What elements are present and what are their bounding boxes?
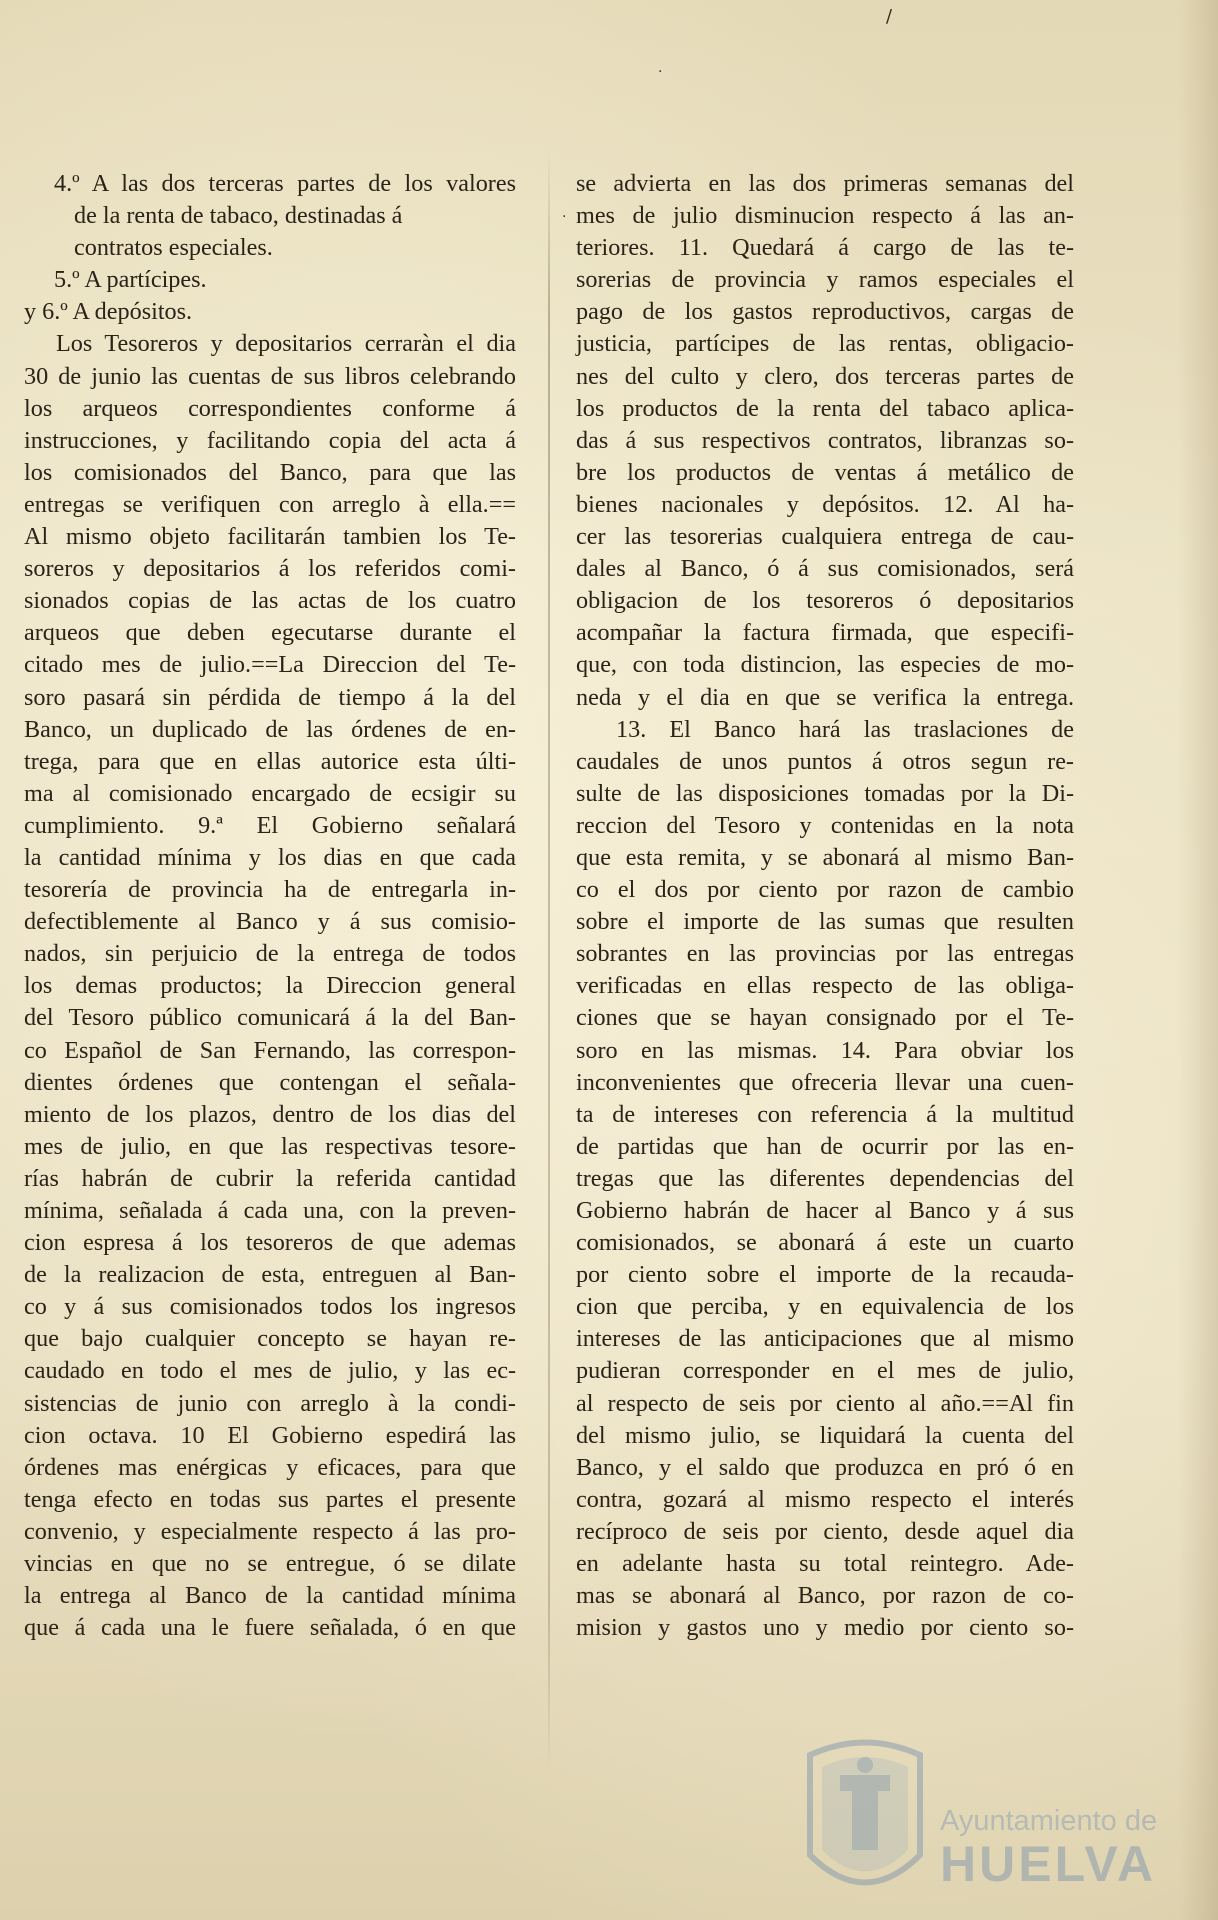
text-line: se advierta en las dos primeras semanas del bbox=[576, 170, 1074, 197]
text-line: los demas productos; la Direccion general bbox=[24, 972, 516, 1000]
text-line: ciones que se hayan consignado por el Te- bbox=[576, 1004, 1074, 1032]
text-line: ta de intereses con referencia á la multitud bbox=[576, 1100, 1074, 1128]
text-line: 30 de junio las cuentas de sus libros celebrando bbox=[24, 362, 516, 390]
text-line: intereses de las anticipaciones que al mismo bbox=[576, 1325, 1074, 1353]
text-line: Al mismo objeto facilitarán tambien los Te- bbox=[24, 523, 516, 551]
text-line: de la renta de tabaco, destinadas á bbox=[74, 202, 403, 230]
text-line: tenga efecto en todas sus partes el presente bbox=[24, 1485, 516, 1513]
watermark-line2: HUELVA bbox=[940, 1836, 1157, 1892]
text-line: bre los productos de ventas á metálico de bbox=[576, 458, 1074, 486]
text-line: convenio, y especialmente respecto á las pro- bbox=[24, 1517, 516, 1545]
text-line: que á cada una le fuere señalada, ó en que bbox=[24, 1614, 516, 1642]
text-line: teriores. 11. Quedará á cargo de las te- bbox=[576, 234, 1074, 262]
text-line: pudieran corresponder en el mes de julio, bbox=[576, 1357, 1074, 1385]
text-line: vincias en que no se entregue, ó se dilate bbox=[24, 1550, 516, 1578]
text-line: los productos de la renta del tabaco aplica- bbox=[576, 394, 1074, 422]
text-line: cion espresa á los tesoreros de que ademas bbox=[24, 1229, 516, 1257]
text-line: por ciento sobre el importe de la recauda- bbox=[576, 1261, 1074, 1289]
text-line: tregas que las diferentes dependencias del bbox=[576, 1164, 1074, 1192]
text-line: miento de los plazos, dentro de los dias del bbox=[24, 1100, 516, 1128]
text-line: inconvenientes que ofreceria llevar una cuen- bbox=[576, 1068, 1074, 1096]
text-line: entregas se verifiquen con arreglo à ella.== bbox=[24, 490, 516, 518]
text-line: das á sus respectivos contratos, libranzas so- bbox=[576, 426, 1074, 454]
watermark-line1: Ayuntamiento de bbox=[940, 1805, 1158, 1837]
huelva-seal-icon bbox=[800, 1735, 930, 1905]
text-line: 4.º A las dos terceras partes de los valores bbox=[54, 170, 516, 197]
text-line: obligacion de los tesoreros ó depositarios bbox=[576, 587, 1074, 615]
left-column bbox=[24, 168, 516, 1644]
text-line: Los Tesoreros y depositarios cerraràn el dia bbox=[56, 330, 516, 358]
text-line: ma al comisionado encargado de ecsigir su bbox=[24, 779, 516, 807]
text-line: mínima, señalada á cada una, con la preven- bbox=[24, 1197, 516, 1224]
text-line: mes de julio, en que las respectivas tesore- bbox=[24, 1132, 516, 1160]
text-line: justicia, partícipes de las rentas, obligacio- bbox=[576, 330, 1074, 358]
text-line: del mismo julio, se liquidará la cuenta del bbox=[576, 1421, 1074, 1449]
text-line: rías habrán de cubrir la referida cantidad bbox=[24, 1164, 516, 1192]
text-line: recíproco de seis por ciento, desde aquel dia bbox=[576, 1517, 1074, 1545]
text-line: mes de julio disminucion respecto á las an- bbox=[576, 202, 1074, 230]
text-line: 5.º A partícipes. bbox=[54, 266, 207, 294]
text-line: mas se abonará al Banco, por razon de co- bbox=[576, 1582, 1074, 1610]
text-line: contratos especiales. bbox=[74, 234, 273, 262]
text-line: Banco, y el saldo que produzca en pró ó en bbox=[576, 1453, 1074, 1481]
text-line: co Español de San Fernando, las correspon- bbox=[24, 1036, 516, 1064]
text-line: caudado en todo el mes de julio, y las ec- bbox=[24, 1357, 516, 1385]
text-line: Gobierno habrán de hacer al Banco y á sus bbox=[576, 1197, 1074, 1224]
text-line: y 6.º A depósitos. bbox=[24, 298, 193, 326]
text-line: sorerias de provincia y ramos especiales el bbox=[576, 266, 1074, 294]
text-line: que esta remita, y se abonará al mismo Ban- bbox=[576, 843, 1074, 871]
text-line: neda y el dia en que se verifica la entrega. bbox=[576, 683, 1074, 711]
text-line: dales al Banco, ó á sus comisionados, será bbox=[576, 555, 1074, 583]
text-line: soro en las mismas. 14. Para obviar los bbox=[576, 1036, 1074, 1064]
text-line: órdenes mas enérgicas y eficaces, para que bbox=[24, 1453, 516, 1481]
text-line: cer las tesorerias cualquiera entrega de cau- bbox=[576, 523, 1074, 551]
text-line: contra, gozará al mismo respecto el interés bbox=[576, 1485, 1074, 1513]
text-line: acompañar la factura firmada, que especifi- bbox=[576, 619, 1074, 647]
text-line: bienes nacionales y depósitos. 12. Al ha- bbox=[576, 490, 1074, 518]
text-line: caudales de unos puntos á otros segun re- bbox=[576, 747, 1074, 775]
text-line: citado mes de julio.==La Direccion del Te- bbox=[24, 651, 516, 679]
text-line: co y á sus comisionados todos los ingresos bbox=[24, 1293, 516, 1321]
text-line: los arqueos correspondientes conforme á bbox=[24, 394, 516, 422]
text-line: en adelante hasta su total reintegro. Ade- bbox=[576, 1550, 1074, 1578]
text-line: soro pasará sin pérdida de tiempo á la del bbox=[24, 683, 516, 711]
text-line: de partidas que han de ocurrir por las en- bbox=[576, 1132, 1074, 1160]
text-line: tesorería de provincia ha de entregarla in- bbox=[24, 876, 516, 904]
text-line: la cantidad mínima y los dias en que cada bbox=[24, 843, 516, 871]
text-line: reccion del Tesoro y contenidas en la nota bbox=[576, 811, 1074, 839]
text-line: nes del culto y clero, dos terceras partes de bbox=[576, 362, 1074, 390]
ink-speck: . bbox=[562, 205, 567, 221]
text-line: 13. El Banco hará las traslaciones de bbox=[616, 715, 1074, 743]
text-line: al respecto de seis por ciento al año.==Al fin bbox=[576, 1389, 1074, 1417]
text-line: de la realizacion de esta, entreguen al Ban- bbox=[24, 1261, 516, 1289]
text-line: arqueos que deben egecutarse durante el bbox=[24, 619, 516, 647]
text-line: los comisionados del Banco, para que las bbox=[24, 458, 516, 486]
text-line: que, con toda distincion, las especies de mo- bbox=[576, 651, 1074, 679]
ayuntamiento-huelva-watermark bbox=[800, 1735, 1200, 1905]
text-line: del Tesoro público comunicará á la del Ban- bbox=[24, 1004, 516, 1032]
text-line: nados, sin perjuicio de la entrega de todos bbox=[24, 940, 516, 968]
text-line: sobrantes en las provincias por las entregas bbox=[576, 940, 1074, 968]
text-line: defectiblemente al Banco y á sus comisio- bbox=[24, 908, 516, 936]
text-line: sulte de las disposiciones tomadas por la Di- bbox=[576, 779, 1074, 807]
ink-speck: / bbox=[886, 6, 893, 27]
text-line: mision y gastos uno y medio por ciento so- bbox=[576, 1614, 1074, 1642]
text-line: cion octava. 10 El Gobierno espedirá las bbox=[24, 1421, 516, 1449]
text-line: pago de los gastos reproductivos, cargas de bbox=[576, 298, 1074, 326]
text-line: cion que perciba, y en equivalencia de los bbox=[576, 1293, 1074, 1321]
right-column bbox=[576, 168, 1074, 1644]
text-line: cumplimiento. 9.ª El Gobierno señalará bbox=[24, 811, 516, 839]
text-line: Banco, un duplicado de las órdenes de en- bbox=[24, 715, 516, 743]
text-line: instrucciones, y facilitando copia del acta á bbox=[24, 426, 516, 454]
text-line: verificadas en ellas respecto de las obliga- bbox=[576, 972, 1074, 1000]
text-line: que bajo cualquier concepto se hayan re- bbox=[24, 1325, 516, 1353]
text-line: dientes órdenes que contengan el señala- bbox=[24, 1068, 516, 1096]
page-edge-shadow bbox=[1178, 0, 1218, 1920]
text-line: sobre el importe de las sumas que resulten bbox=[576, 908, 1074, 936]
text-line: co el dos por ciento por razon de cambio bbox=[576, 876, 1074, 904]
text-line: sistencias de junio con arreglo à la condi- bbox=[24, 1389, 516, 1417]
text-line: comisionados, se abonará á este un cuarto bbox=[576, 1229, 1074, 1257]
text-line: trega, para que en ellas autorice esta últi- bbox=[24, 747, 516, 775]
ink-speck: . bbox=[658, 60, 663, 76]
text-line: soreros y depositarios á los referidos comi- bbox=[24, 555, 516, 583]
text-line: la entrega al Banco de la cantidad mínima bbox=[24, 1582, 516, 1610]
column-divider bbox=[548, 150, 550, 1770]
text-line: sionados copias de las actas de los cuatro bbox=[24, 587, 516, 615]
